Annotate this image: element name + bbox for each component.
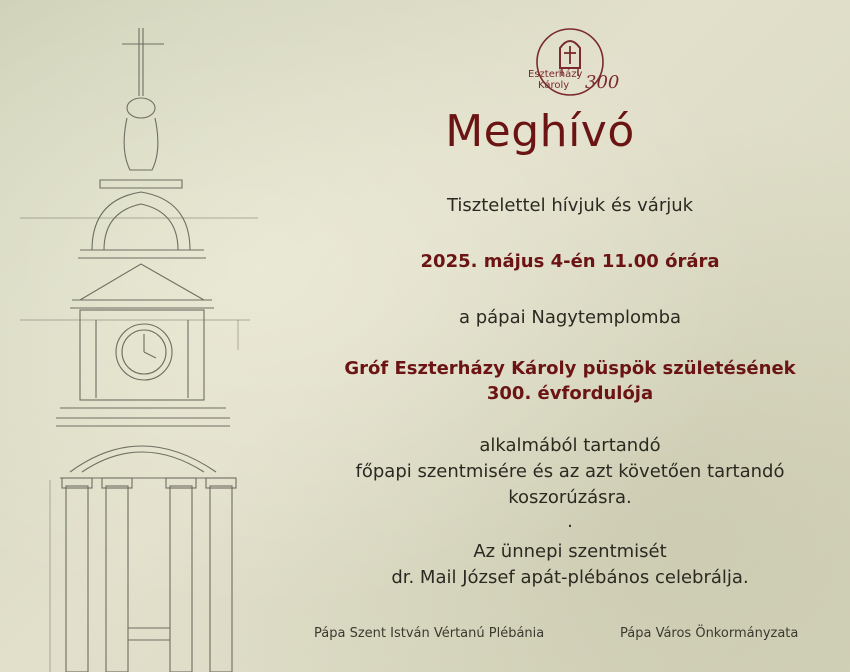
event-title-line2: 300. évfordulója [486,383,654,404]
logo-text-line2: Károly [538,80,570,91]
church-tower-illustration [0,0,270,672]
description-line1: alkalmából tartandó [479,435,661,456]
celebration-line2: dr. Mail József apát-plébános celebrálja. [391,567,749,588]
footer-municipality: Pápa Város Önkormányzata [620,626,799,641]
event-date: 2025. május 4-én 11.00 órára [420,251,720,272]
event-title-line1: Gróf Eszterházy Károly püspök születésének [344,358,796,379]
celebration-line1: Az ünnepi szentmisét [473,541,667,562]
logo-number: 300 [585,72,620,93]
separator-dot: . [567,511,573,532]
footer-parish: Pápa Szent István Vértanú Plébánia [314,626,545,641]
description-line3: koszorúzásra. [508,487,632,508]
invitation-title: Meghívó [445,106,635,157]
greeting-line: Tisztelettel hívjuk és várjuk [446,195,694,216]
event-place: a pápai Nagytemplomba [458,307,682,328]
mitre-icon [522,24,618,108]
description-line2: főpapi szentmisére és az azt követően tartandó [355,461,785,482]
logo-text-line1: Eszterházy [528,69,583,80]
